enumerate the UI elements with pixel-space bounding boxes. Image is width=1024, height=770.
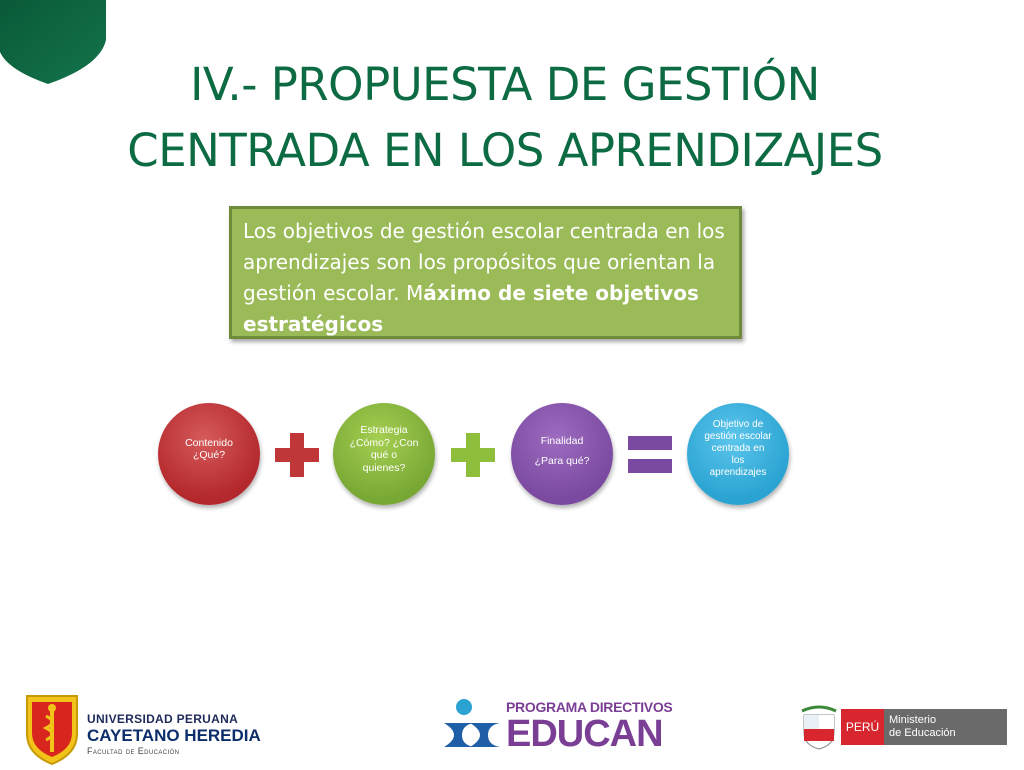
upch-line-3: Facultad de Educación — [87, 746, 180, 756]
circle-text: los — [731, 455, 745, 466]
circle-text: gestión escolar — [704, 431, 772, 442]
title-line-2: CENTRADA EN LOS APRENDIZAJES — [127, 124, 883, 177]
circle-text: Contenido — [185, 436, 233, 449]
upch-line-2: CAYETANO HEREDIA — [87, 726, 261, 745]
definition-callout — [229, 206, 742, 339]
circle-text: Objetivo de — [712, 419, 764, 430]
circle-text: Finalidad — [540, 434, 584, 447]
title-line-1: IV.- PROPUESTA DE GESTIÓN — [190, 58, 820, 111]
page-title — [0, 52, 1010, 184]
upch-line-1: UNIVERSIDAD PERUANA — [87, 712, 239, 726]
circle-text: Estrategia — [360, 424, 408, 436]
circle-text: ¿Para qué? — [534, 455, 590, 467]
circle-text: quienes? — [362, 461, 406, 474]
educan-figure-icon — [440, 697, 504, 751]
circle-text: ¿Qué? — [192, 449, 226, 461]
callout-bold-text: áximo de siete objetivos estratégicos — [243, 281, 699, 336]
ministry-label — [884, 709, 1007, 745]
circle-objetivo — [687, 403, 789, 505]
upch-logo-text — [87, 712, 261, 756]
educan-line-2: EDUCAN — [506, 713, 663, 755]
educan-line-1: PROGRAMA DIRECTIVOS — [506, 699, 673, 715]
circle-text: qué o — [370, 449, 398, 461]
circle-finalidad — [511, 403, 613, 505]
equals-icon — [628, 436, 672, 474]
circle-text: aprendizajes — [709, 467, 767, 478]
callout-text: Los objetivos de gestión escolar centrada en los aprendizajes son los propósitos que orientan la gestión escolar. M — [243, 219, 725, 305]
ministry-line-1: Ministerio — [889, 714, 937, 726]
peru-coat-of-arms-icon — [800, 705, 838, 751]
circle-text: ¿Cómo? ¿Con — [349, 436, 419, 449]
plus-icon — [275, 433, 319, 477]
plus-icon — [451, 433, 495, 477]
circle-text — [535, 447, 590, 455]
circle-estrategia — [333, 403, 435, 505]
ministry-line-2: de Educación — [889, 727, 956, 739]
peru-label: PERÚ — [841, 709, 884, 745]
circle-contenido — [158, 403, 260, 505]
upch-crest-logo — [24, 690, 80, 770]
circle-text: centrada en — [711, 443, 765, 454]
educan-logo-text — [506, 699, 672, 753]
